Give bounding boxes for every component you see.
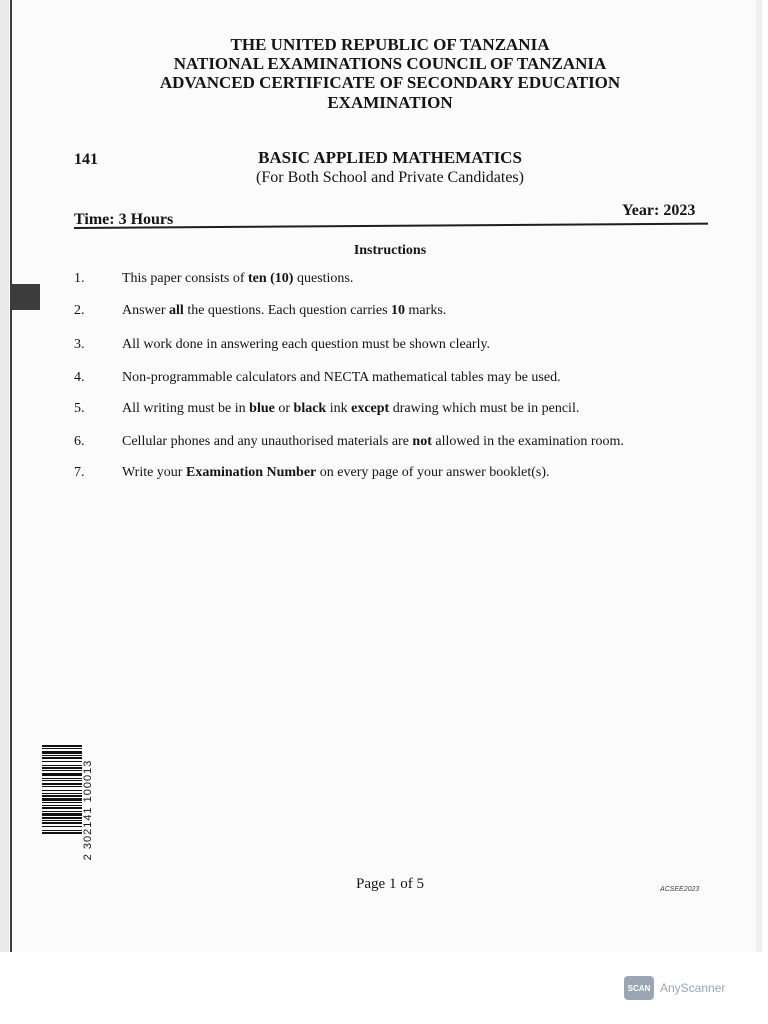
barcode-bar xyxy=(42,761,82,762)
barcode-bar xyxy=(42,805,82,806)
instruction-text: ink xyxy=(326,401,352,416)
instruction-emphasis: Examination Number xyxy=(185,465,317,480)
scan-tab-mark xyxy=(10,284,40,310)
barcode-bar xyxy=(42,765,82,766)
exam-year: Year: 2023 xyxy=(622,202,696,219)
barcode-bar xyxy=(42,790,82,791)
barcode-bar xyxy=(42,813,82,816)
instruction-emphasis: black xyxy=(293,401,327,416)
header-line-4: EXAMINATION xyxy=(327,93,453,112)
barcode-bar xyxy=(42,795,82,797)
instruction-emphasis: ten (10) xyxy=(247,271,294,286)
paper-code: 141 xyxy=(74,151,98,168)
barcode-bar xyxy=(42,745,82,747)
barcode-bar xyxy=(42,751,82,754)
header-line-1: THE UNITED REPUBLIC OF TANZANIA xyxy=(230,35,550,54)
instruction-text: allowed in the examination room. xyxy=(431,434,624,449)
barcode-bar xyxy=(42,793,82,794)
page-number: Page 1 of 5 xyxy=(356,876,424,892)
instruction-item xyxy=(74,370,561,386)
instruction-number: 7. xyxy=(74,465,85,480)
instruction-emphasis: not xyxy=(412,434,432,449)
instruction-number: 2. xyxy=(74,303,85,318)
subject-block xyxy=(200,148,580,188)
instruction-text: Cellular phones and any unauthorised materials are xyxy=(122,434,413,449)
watermark-text: AnyScanner xyxy=(660,981,726,995)
barcode-bar xyxy=(42,755,82,756)
header-line-3: ADVANCED CERTIFICATE OF SECONDARY EDUCATION xyxy=(159,73,621,92)
right-edge-shadow xyxy=(756,0,762,952)
scan-logo-icon: SCAN xyxy=(624,976,654,1000)
left-edge-shadow xyxy=(0,0,9,952)
instruction-emphasis: 10 xyxy=(391,303,406,318)
exam-time: Time: 3 Hours xyxy=(74,211,174,228)
barcode-bar xyxy=(42,770,82,771)
instruction-item xyxy=(74,465,550,481)
instruction-text: marks. xyxy=(405,303,447,318)
left-edge-line xyxy=(10,0,12,952)
instruction-text: All writing must be in xyxy=(122,401,250,416)
barcode-number: 2 302141 100013 xyxy=(82,759,94,861)
instruction-number: 6. xyxy=(74,434,85,449)
barcode-bar xyxy=(42,780,82,781)
instruction-text: on every page of your answer booklet(s). xyxy=(316,465,550,480)
instruction-item xyxy=(74,434,624,450)
instruction-number: 1. xyxy=(74,271,85,286)
anyscanner-watermark xyxy=(624,976,725,1000)
instruction-text: questions. xyxy=(293,271,354,286)
instruction-item xyxy=(74,401,579,417)
barcode-bar xyxy=(42,748,82,749)
instruction-item xyxy=(74,337,490,353)
barcode-bar xyxy=(42,802,82,803)
barcode-bar xyxy=(42,826,82,827)
header-line-2: NATIONAL EXAMINATIONS COUNCIL OF TANZANIA xyxy=(173,54,607,73)
barcode-bar xyxy=(42,830,82,831)
candidates-note: (For Both School and Private Candidates) xyxy=(256,169,524,186)
instruction-number: 3. xyxy=(74,337,85,352)
barcode-bar xyxy=(42,811,82,812)
instruction-text: All work done in answering each question must be shown clearly. xyxy=(122,337,491,352)
barcode-bar xyxy=(42,783,82,785)
instruction-item xyxy=(74,303,446,319)
instruction-number: 4. xyxy=(74,370,85,385)
instruction-item xyxy=(74,271,353,287)
instruction-text: Non-programmable calculators and NECTA mathematical tables may be used. xyxy=(122,370,561,385)
instruction-text: or xyxy=(274,401,294,416)
barcode-bar xyxy=(42,778,82,779)
barcode-bar xyxy=(42,767,82,769)
barcode-bar xyxy=(42,757,82,759)
barcode-bar xyxy=(42,820,82,821)
instruction-emphasis: except xyxy=(351,401,390,416)
subject-title: BASIC APPLIED MATHEMATICS xyxy=(258,148,522,167)
barcode-bar xyxy=(42,817,82,819)
barcode-bar xyxy=(42,773,82,776)
instruction-text: This paper consists of xyxy=(122,271,248,286)
instruction-text: Answer xyxy=(122,303,170,318)
barcode-bar xyxy=(42,786,82,787)
barcode-bar xyxy=(42,807,82,809)
barcode-bar xyxy=(42,798,82,801)
instructions-title: Instructions xyxy=(353,243,427,258)
instruction-emphasis: blue xyxy=(249,401,275,416)
instruction-text: drawing which must be in pencil. xyxy=(389,401,580,416)
footer-mark: ACSEE2023 xyxy=(660,886,700,893)
instruction-text: the questions. Each question carries xyxy=(183,303,392,318)
instruction-text: Write your xyxy=(122,465,186,480)
instruction-emphasis: all xyxy=(169,303,184,318)
barcode-bar xyxy=(42,822,82,824)
barcode-bar xyxy=(42,832,82,834)
instruction-number: 5. xyxy=(74,401,85,416)
